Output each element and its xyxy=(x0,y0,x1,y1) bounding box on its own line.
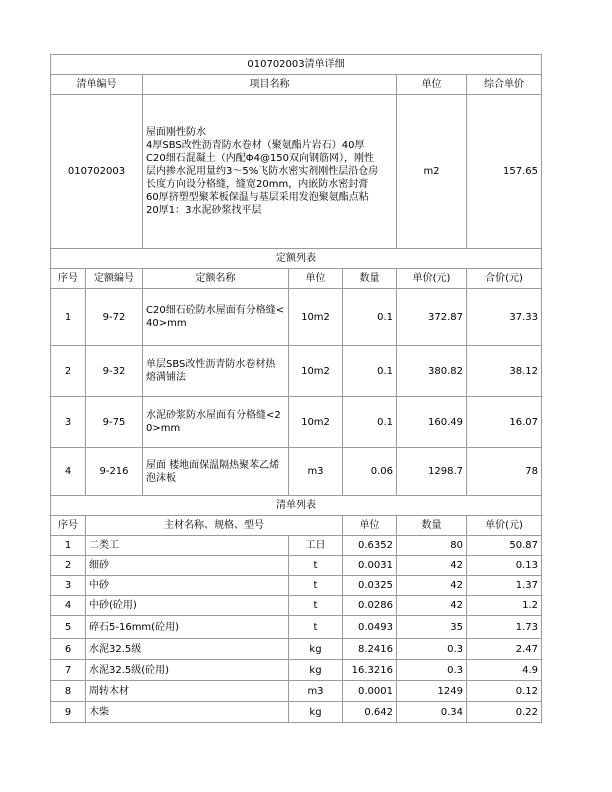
material-unit: kg xyxy=(289,702,343,723)
material-no: 4 xyxy=(51,596,86,616)
quota-price: 372.87 xyxy=(397,289,467,346)
material-price: 0.34 xyxy=(397,702,467,723)
quota-name-header: 定额名称 xyxy=(143,269,289,289)
material-row xyxy=(51,639,542,660)
quota-qty: 0.1 xyxy=(343,289,397,346)
material-name: 水泥32.5级(砼用) xyxy=(86,660,289,681)
material-total: 1.73 xyxy=(467,616,542,639)
bill-price-header: 综合单价 xyxy=(467,75,542,95)
material-name: 木柴 xyxy=(86,702,289,723)
quota-qty-header: 数量 xyxy=(343,269,397,289)
quota-no: 4 xyxy=(51,448,86,496)
material-name: 二类工 xyxy=(86,536,289,556)
bill-row xyxy=(51,95,542,249)
material-total: 0.13 xyxy=(467,556,542,576)
bill-detail-sheet xyxy=(50,54,541,723)
bill-unit-header: 单位 xyxy=(397,75,467,95)
bill-unit: m2 xyxy=(397,95,467,249)
material-price: 42 xyxy=(397,556,467,576)
quota-unit: m3 xyxy=(289,448,343,496)
bill-name-header: 项目名称 xyxy=(143,75,397,95)
quota-no-header: 序号 xyxy=(51,269,86,289)
material-row xyxy=(51,536,542,556)
material-row xyxy=(51,660,542,681)
quota-row xyxy=(51,448,542,496)
material-unit-header: 单位 xyxy=(343,516,397,536)
material-row xyxy=(51,576,542,596)
bill-code: 010702003 xyxy=(51,95,143,249)
quota-price: 160.49 xyxy=(397,397,467,448)
material-no: 2 xyxy=(51,556,86,576)
material-total: 1.37 xyxy=(467,576,542,596)
quota-section-row xyxy=(51,249,542,269)
materials-section-title: 清单列表 xyxy=(51,496,542,516)
material-qty: 0.0493 xyxy=(343,616,397,639)
quota-price-header: 单价(元) xyxy=(397,269,467,289)
sheet-title: 010702003清单详细 xyxy=(51,55,542,75)
quota-code: 9-75 xyxy=(86,397,143,448)
bill-name-line: 4厚SBS改性沥青防水卷材（聚氨酯片岩石）40厚 xyxy=(146,140,365,151)
material-unit: t xyxy=(289,616,343,639)
material-row xyxy=(51,556,542,576)
material-qty: 0.0286 xyxy=(343,596,397,616)
quota-code: 9-72 xyxy=(86,289,143,346)
materials-table xyxy=(50,535,542,723)
material-no: 9 xyxy=(51,702,86,723)
material-row xyxy=(51,596,542,616)
material-total: 1.2 xyxy=(467,596,542,616)
quota-no: 1 xyxy=(51,289,86,346)
quota-total: 16.07 xyxy=(467,397,542,448)
quota-section-title: 定额列表 xyxy=(51,249,542,269)
material-name-header: 主材名称、规格、型号 xyxy=(86,516,343,536)
material-price: 80 xyxy=(397,536,467,556)
material-total: 2.47 xyxy=(467,639,542,660)
material-qty: 0.0001 xyxy=(343,681,397,702)
quota-qty: 0.1 xyxy=(343,397,397,448)
material-name: 水泥32.5级 xyxy=(86,639,289,660)
material-no: 8 xyxy=(51,681,86,702)
material-price: 35 xyxy=(397,616,467,639)
material-row xyxy=(51,616,542,639)
quota-unit: 10m2 xyxy=(289,346,343,397)
quota-qty: 0.1 xyxy=(343,346,397,397)
title-row xyxy=(51,55,542,75)
quota-row xyxy=(51,289,542,346)
material-row xyxy=(51,702,542,723)
quota-no: 3 xyxy=(51,397,86,448)
quota-no: 2 xyxy=(51,346,86,397)
material-name: 周转木材 xyxy=(86,681,289,702)
material-qty: 8.2416 xyxy=(343,639,397,660)
material-no-header: 序号 xyxy=(51,516,86,536)
bill-name-line: 层内掺水泥用量约3～5%飞防水密实剂刚性层沿仓房 xyxy=(146,166,379,177)
material-price: 0.3 xyxy=(397,639,467,660)
bill-header-row xyxy=(51,75,542,95)
bill-price: 157.65 xyxy=(467,95,542,249)
quota-header-row xyxy=(51,269,542,289)
quota-code: 9-32 xyxy=(86,346,143,397)
material-qty: 0.0325 xyxy=(343,576,397,596)
material-price: 0.3 xyxy=(397,660,467,681)
bill-name-line: C20细石混凝土（内配Φ4@150双向钢筋网），刚性 xyxy=(146,153,375,164)
material-name: 中砂 xyxy=(86,576,289,596)
material-total: 50.87 xyxy=(467,536,542,556)
quota-name: C20细石砼防水屋面有分格缝<40>mm xyxy=(143,289,289,346)
material-no: 1 xyxy=(51,536,86,556)
quota-unit: 10m2 xyxy=(289,289,343,346)
material-price: 1249 xyxy=(397,681,467,702)
material-unit: m3 xyxy=(289,681,343,702)
material-no: 5 xyxy=(51,616,86,639)
materials-header-row xyxy=(51,516,542,536)
quota-total: 38.12 xyxy=(467,346,542,397)
material-qty: 0.6352 xyxy=(343,536,397,556)
material-total: 0.12 xyxy=(467,681,542,702)
quota-code: 9-216 xyxy=(86,448,143,496)
quota-row xyxy=(51,397,542,448)
material-no: 7 xyxy=(51,660,86,681)
quota-price: 1298.7 xyxy=(397,448,467,496)
material-qty: 0.0031 xyxy=(343,556,397,576)
material-total: 0.22 xyxy=(467,702,542,723)
material-row xyxy=(51,681,542,702)
quota-code-header: 定额编号 xyxy=(86,269,143,289)
quota-unit: 10m2 xyxy=(289,397,343,448)
material-no: 3 xyxy=(51,576,86,596)
quota-row xyxy=(51,346,542,397)
material-unit: t xyxy=(289,596,343,616)
material-price: 42 xyxy=(397,576,467,596)
material-no: 6 xyxy=(51,639,86,660)
material-unit: t xyxy=(289,556,343,576)
quota-unit-header: 单位 xyxy=(289,269,343,289)
material-unit: kg xyxy=(289,660,343,681)
bill-name-line: 长度方向设分格缝，缝宽20mm，内嵌防水密封膏 xyxy=(146,179,369,190)
bill-name-line: 20厚1：3水泥砂浆找平层 xyxy=(146,205,262,216)
bill-item-name xyxy=(143,95,397,249)
material-price-header: 单价(元) xyxy=(467,516,542,536)
quota-total: 37.33 xyxy=(467,289,542,346)
quota-name: 水泥砂浆防水屋面有分格缝<20>mm xyxy=(143,397,289,448)
material-name: 碎石5-16mm(砼用) xyxy=(86,616,289,639)
bill-name-line: 屋面刚性防水 xyxy=(146,127,206,138)
bill-name-line: 60厚挤塑型聚苯板保温与基层采用发泡聚氨酯点粘 xyxy=(146,192,369,203)
quota-total-header: 合价(元) xyxy=(467,269,542,289)
material-unit: 工日 xyxy=(289,536,343,556)
bill-code-header: 清单编号 xyxy=(51,75,143,95)
material-name: 中砂(砼用) xyxy=(86,596,289,616)
quota-qty: 0.06 xyxy=(343,448,397,496)
material-qty: 0.642 xyxy=(343,702,397,723)
quota-price: 380.82 xyxy=(397,346,467,397)
quota-name: 屋面 楼地面保温隔热聚苯乙烯泡沫板 xyxy=(143,448,289,496)
quota-name: 单层SBS改性沥青防水卷材热熔满铺法 xyxy=(143,346,289,397)
material-qty-header: 数量 xyxy=(397,516,467,536)
material-name: 细砂 xyxy=(86,556,289,576)
material-total: 4.9 xyxy=(467,660,542,681)
materials-section-row xyxy=(51,496,542,516)
material-price: 42 xyxy=(397,596,467,616)
material-unit: t xyxy=(289,576,343,596)
material-qty: 16.3216 xyxy=(343,660,397,681)
quota-total: 78 xyxy=(467,448,542,496)
bill-detail-table xyxy=(50,54,542,536)
material-unit: kg xyxy=(289,639,343,660)
